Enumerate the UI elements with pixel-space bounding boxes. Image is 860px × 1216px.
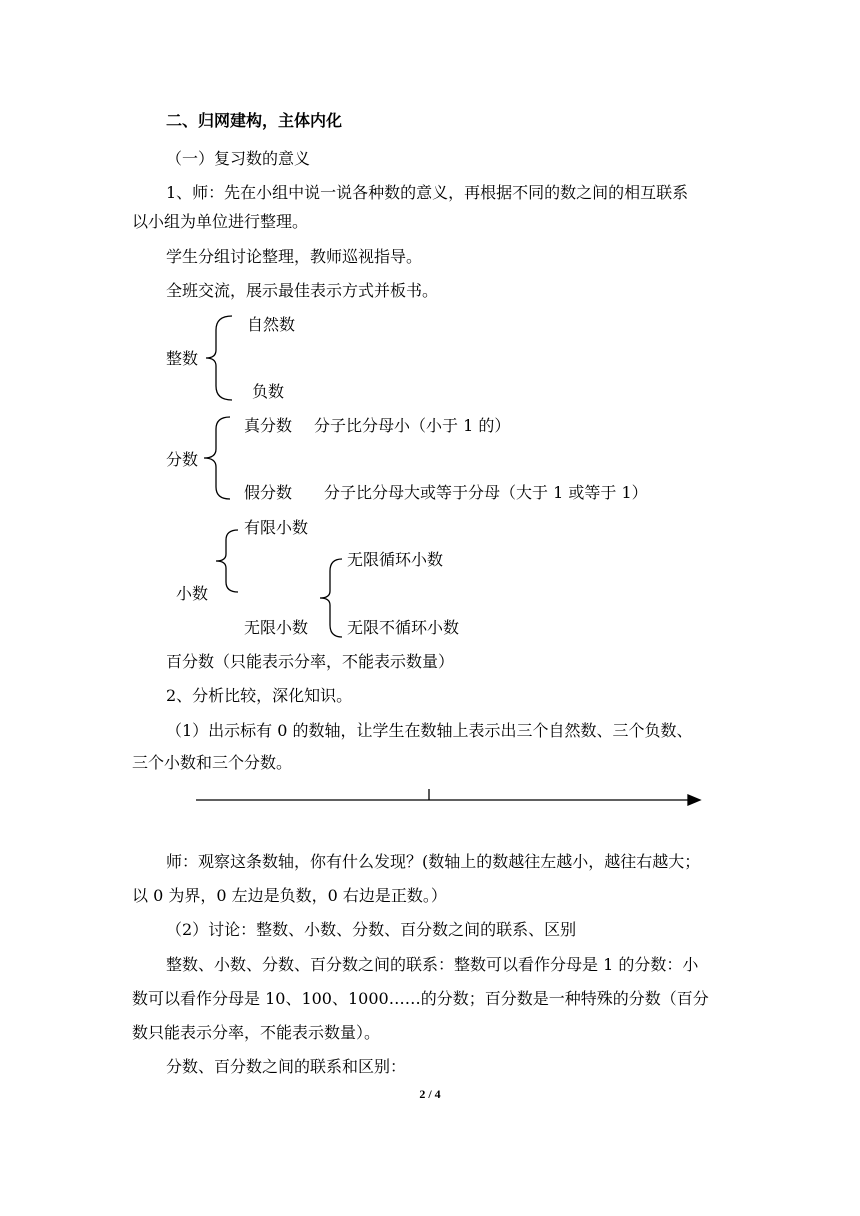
negative-number-label: 负数 [252,382,285,401]
fractions-brace [198,413,234,503]
infinite-decimal-brace [316,555,346,641]
proper-fraction-label: 真分数 [244,416,293,435]
improper-fraction-desc: 分子比分母大或等于分母（大于 1 或等于 1） [324,483,648,502]
paragraph-line: 三个小数和三个分数。 [132,753,293,772]
natural-number-label: 自然数 [247,315,296,334]
number-line [190,786,710,810]
paragraph-line: 师：观察这条数轴，你有什么发现？(数轴上的数越往左越小，越往右越大； [166,852,701,871]
finite-decimal-label: 有限小数 [244,518,309,537]
integers-brace [200,312,236,404]
decimals-brace [212,526,242,596]
paragraph-line: 1、师：先在小组中说一说各种数的意义，再根据不同的数之间的相互联系 [166,183,689,202]
non-repeating-decimal-label: 无限不循环小数 [347,618,460,637]
paragraph: （2）讨论：整数、小数、分数、百分数之间的联系、区别 [166,920,577,939]
decimals-label: 小数 [176,584,209,603]
sub-heading: （一）复习数的意义 [166,149,311,168]
paragraph-line: （1）出示标有 0 的数轴，让学生在数轴上表示出三个自然数、三个负数、 [166,721,693,740]
improper-fraction-label: 假分数 [244,483,293,502]
paragraph-line: 以小组为单位进行整理。 [132,212,309,231]
proper-fraction-desc: 分子比分母小（小于 1 的） [314,416,511,435]
percent-line: 百分数（只能表示分率，不能表示数量） [166,652,455,671]
paragraph: 分数、百分数之间的联系和区别： [166,1057,407,1076]
page-number: 2 / 4 [419,1087,441,1101]
paragraph-line: 以 0 为界，0 左边是负数，0 右边是正数。） [132,886,447,905]
paragraph-line: 整数、小数、分数、百分数之间的联系：整数可以看作分母是 1 的分数：小 [166,955,699,974]
fractions-label: 分数 [166,450,199,469]
paragraph: 2、分析比较，深化知识。 [166,686,353,705]
paragraph: 学生分组讨论整理，教师巡视指导。 [166,247,423,266]
paragraph: 全班交流，展示最佳表示方式并板书。 [166,281,439,300]
infinite-decimal-label: 无限小数 [244,618,309,637]
section-heading: 二、归网建构，主体内化 [166,111,343,130]
integers-label: 整数 [166,349,199,368]
paragraph-line: 数可以看作分母是 10、100、1000……的分数；百分数是一种特殊的分数（百分 [132,989,709,1008]
repeating-decimal-label: 无限循环小数 [347,550,444,569]
paragraph-line: 数只能表示分率，不能表示数量）。 [132,1023,381,1042]
